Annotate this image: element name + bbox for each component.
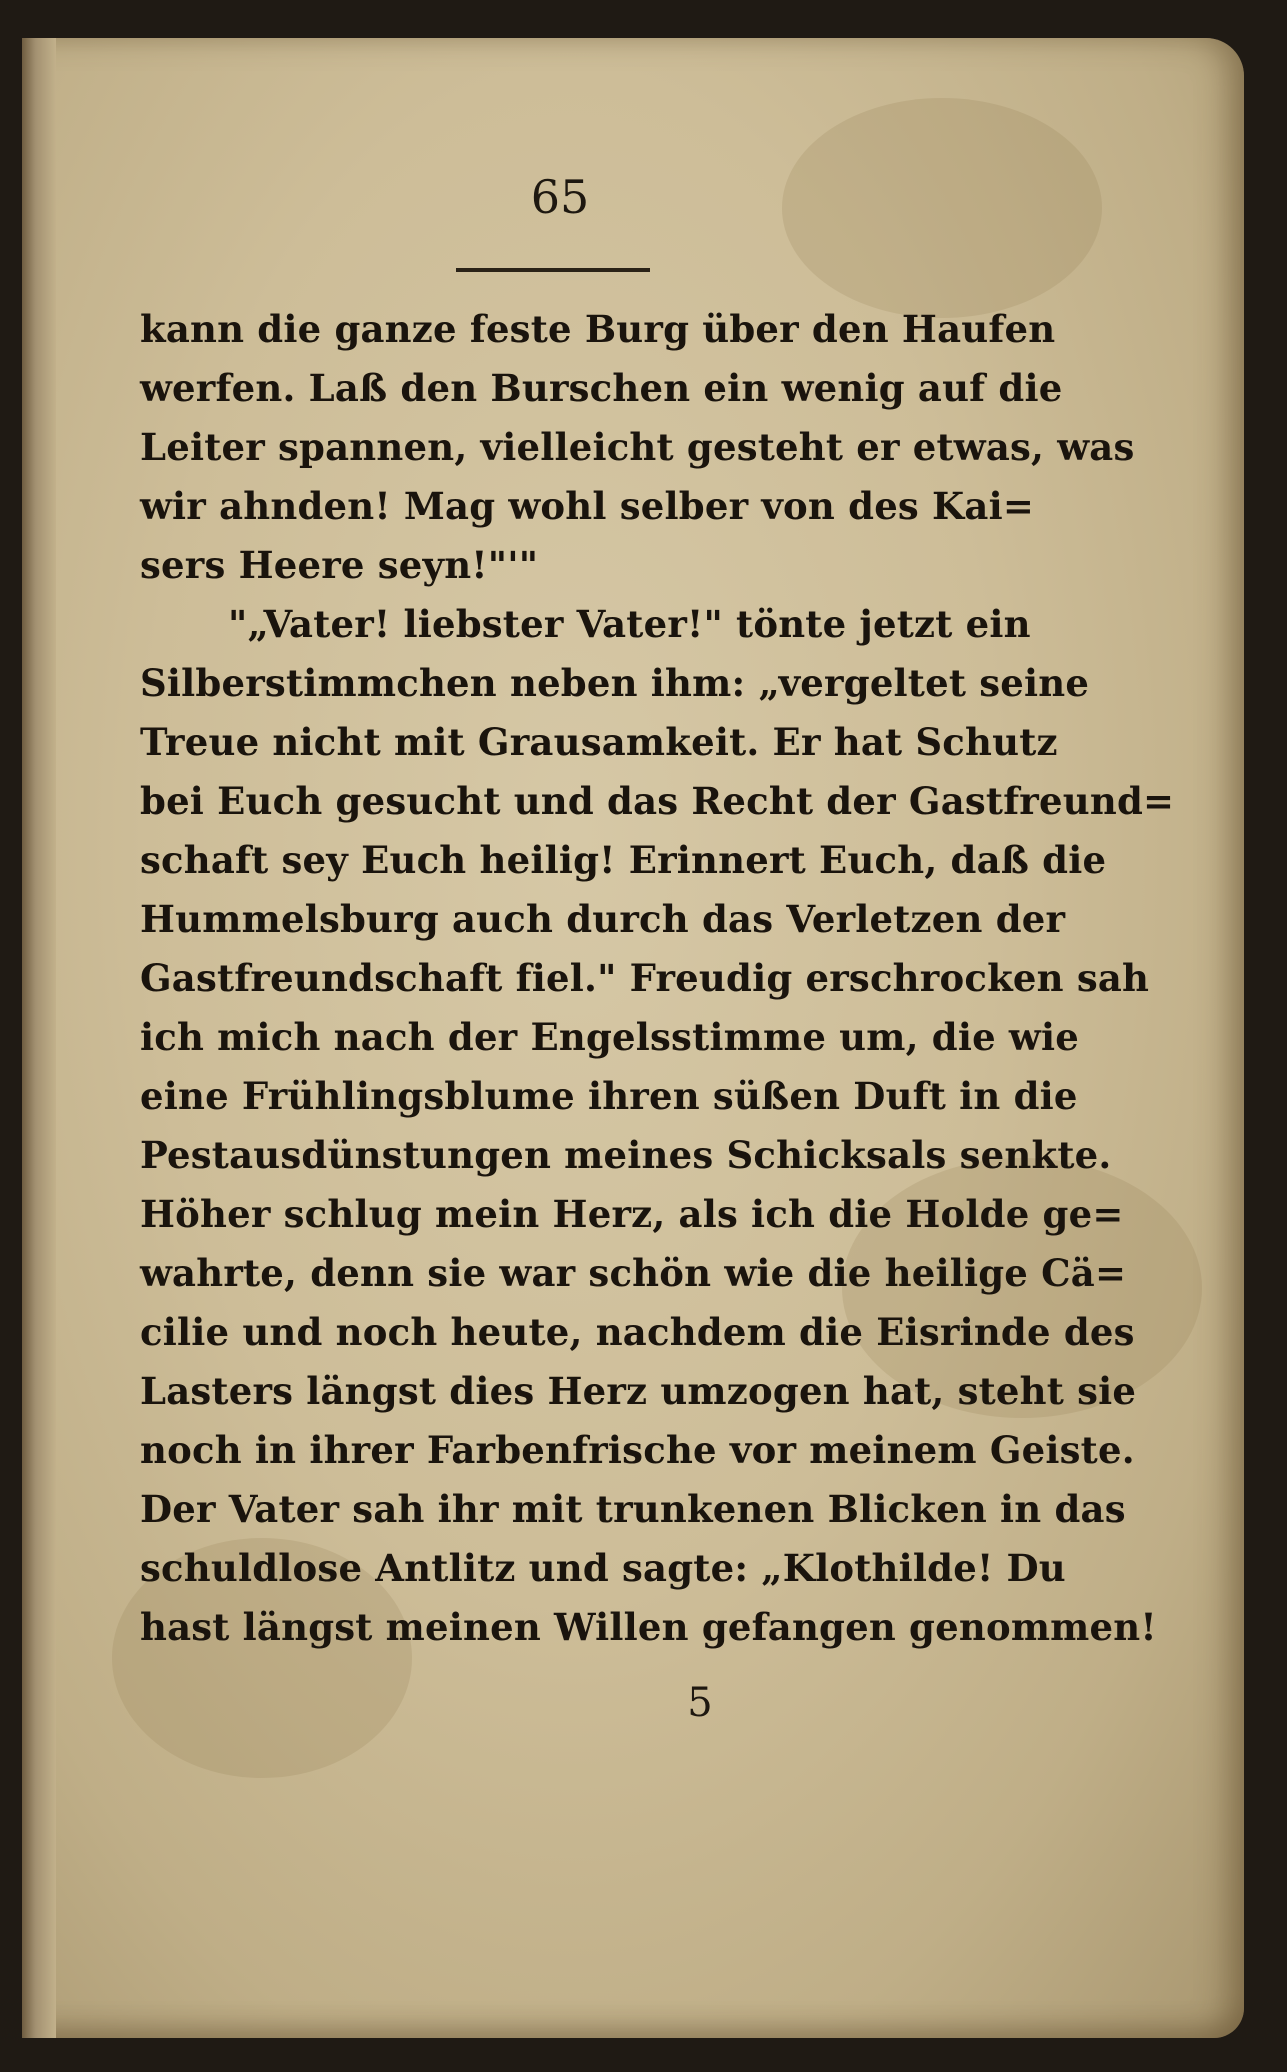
paper-stain	[782, 98, 1102, 318]
text-line: kann die ganze feste Burg über den Haufen	[140, 307, 1056, 351]
text-line: Silberstimmchen neben ihm: „vergeltet seine	[140, 661, 1090, 705]
text-line: schaft sey Euch heilig! Erinnert Euch, daß die	[140, 838, 1107, 882]
text-line: Lasters längst dies Herz umzogen hat, steht sie	[140, 1369, 1137, 1413]
text-line: eine Frühlingsblume ihren süßen Duft in die	[140, 1074, 1078, 1118]
text-line: noch in ihrer Farbenfrische vor meinem Geiste.	[140, 1428, 1135, 1472]
page-number: 65	[530, 170, 590, 224]
text-line: cilie und noch heute, nachdem die Eisrinde des	[140, 1310, 1135, 1354]
text-line: Treue nicht mit Grausamkeit. Er hat Schutz	[140, 720, 1058, 764]
text-line: wahrte, denn sie war schön wie die heilige Cä=	[140, 1251, 1127, 1295]
text-line: Höher schlug mein Herz, als ich die Holde ge=	[140, 1192, 1124, 1236]
text-line: sers Heere seyn!"'"	[140, 543, 539, 587]
header-rule	[456, 268, 650, 272]
text-line: werfen. Laß den Burschen ein wenig auf die	[140, 366, 1063, 410]
body-text	[140, 300, 1175, 1657]
text-line: hast längst meinen Willen gefangen genommen!	[140, 1605, 1157, 1649]
text-line: bei Euch gesucht und das Recht der Gastfreund=	[140, 779, 1175, 823]
signature-mark: 5	[687, 1680, 713, 1726]
text-line: Der Vater sah ihr mit trunkenen Blicken in das	[140, 1487, 1126, 1531]
text-line: Leiter spannen, vielleicht gesteht er etwas, was	[140, 425, 1135, 469]
text-line: Pestausdünstungen meines Schicksals senkte.	[140, 1133, 1112, 1177]
text-line: ich mich nach der Engelsstimme um, die wie	[140, 1015, 1079, 1059]
page-gutter	[22, 38, 56, 2038]
text-line: "„Vater! liebster Vater!" tönte jetzt ein	[228, 602, 1031, 646]
text-line: wir ahnden! Mag wohl selber von des Kai=	[140, 484, 1035, 528]
text-line: Hummelsburg auch durch das Verletzen der	[140, 897, 1066, 941]
text-line: Gastfreundschaft fiel." Freudig erschrocken sah	[140, 956, 1150, 1000]
text-line: schuldlose Antlitz und sagte: „Klothilde! Du	[140, 1546, 1066, 1590]
